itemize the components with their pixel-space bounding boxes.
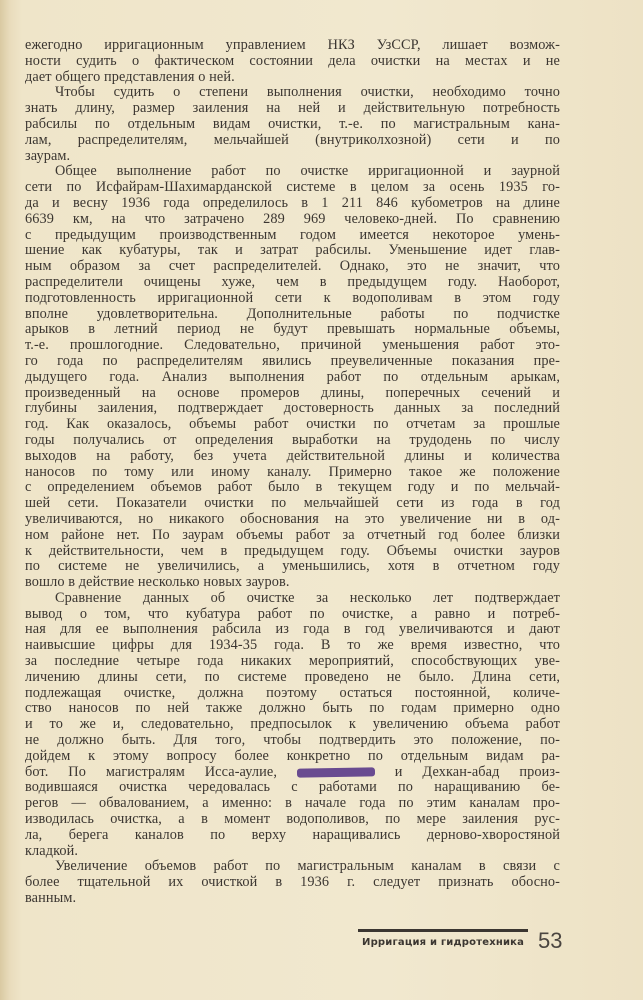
text-line: ности судить о фактическом состоянии дела очистки на местах и не bbox=[25, 52, 560, 69]
text-line: заурам. bbox=[25, 147, 71, 164]
text-line: ная для ее выполнения рабсила из года в год увеличиваются и дают bbox=[25, 621, 560, 638]
text-line: регов — обвалованием, а именно: в начале года по этим каналам про- bbox=[25, 795, 560, 812]
text-line: увеличиваются, но никакого обоснования на это увеличение ни в од- bbox=[25, 510, 560, 527]
text-line: рабсилы по отдельным видам очистки, т.-е. по магистральным кана- bbox=[25, 115, 560, 132]
text-line: подлежащая очистке, должна поэтому остаться постоянной, количе- bbox=[25, 684, 560, 701]
text-line: подготовленность ирригационной сети к водополивам в этом году bbox=[25, 289, 560, 306]
text-line: арыков в летний период не будут превышать нормальные объемы, bbox=[25, 321, 560, 338]
text-line: т.-е. прошлогодние. Следовательно, причиной уменьшения работ это- bbox=[25, 337, 560, 354]
text-line: кладкой. bbox=[25, 842, 79, 859]
text-line: 6639 км, на что затрачено 289 969 человеко-дней. По сравнению bbox=[25, 210, 560, 227]
text-line: и то же и, следовательно, предпосылок к увеличению объема работ bbox=[25, 716, 560, 733]
text-line: не должно быть. Для того, чтобы подтвердить это положение, по- bbox=[25, 732, 560, 749]
text-line: ным образом за счет распределителей. Однако, это не значит, что bbox=[25, 258, 560, 275]
text-line: дает общего представления о ней. bbox=[25, 68, 235, 85]
text-line: к действительности, чем в предыдущем году. Объемы очистки зауров bbox=[25, 542, 560, 559]
text-line: по системе не увеличились, а уменьшились, хотя в отчетном году bbox=[25, 558, 560, 575]
text-line: да и весну 1936 года определилось в 1 211 846 кубометров на длине bbox=[25, 194, 560, 211]
text-segment: бот. По магистралям Исса-аулие, bbox=[25, 763, 278, 780]
text-line bbox=[25, 765, 560, 781]
footer-rule bbox=[358, 929, 528, 932]
text-line: ство наносов по ней также должно быть по годам примерно одно bbox=[25, 700, 560, 717]
text-line: ла, берега каналов по верху наращивались дерново-хворостяной bbox=[25, 826, 560, 843]
paragraph bbox=[25, 164, 560, 591]
text-line: ном районе нет. По заурам объемы работ за отчетный год более близки bbox=[25, 526, 560, 543]
text-line: наносов по тому или иному каналу. Примерно такое же положение bbox=[25, 463, 560, 480]
text-line: вывод о том, что кубатура работ по очистке, а равно и потреб- bbox=[25, 605, 560, 622]
text-line: вполне удовлетворительна. Дополнительные работы по подчистке bbox=[25, 305, 560, 322]
text-line: Сравнение данных об очистке за несколько лет подтверждает bbox=[55, 589, 560, 606]
text-line: вошло в действие несколько новых зауров. bbox=[25, 574, 290, 591]
text-line: шей сети. Показатели очистки по мельчайшей сети из года в год bbox=[25, 495, 560, 512]
text-line: лам, распределителям, мельчайшей (внутриколхозной) сети и по bbox=[25, 131, 560, 148]
text-line: наивысшие цифры для 1934-35 года. В то же время известно, что bbox=[25, 637, 560, 654]
text-line: знать длину, размер заиления на ней и действительную потребность bbox=[25, 100, 560, 117]
text-segment: и Дехкан-абад произ- bbox=[394, 763, 560, 780]
page-number: 53 bbox=[538, 928, 563, 953]
text-line: дыдущего года. Анализ выполнения работ по отдельным арыкам, bbox=[25, 368, 560, 385]
text-line: го года по распределителям явились преувеличенные показания пре- bbox=[25, 352, 560, 369]
text-line: водившаяся очистка чередовалась с работами по наращиванию бе- bbox=[25, 779, 560, 796]
text-line: за последние четыре года никаких мероприятий, способствующих уве- bbox=[25, 653, 560, 670]
text-line: сети по Исфайрам-Шахимарданской системе в целом за осень 1935 го- bbox=[25, 179, 560, 196]
text-line: распределители очищены хуже, чем в предыдущем году. Наоборот, bbox=[25, 273, 560, 290]
text-line: изводилась очистка, а в момент водополивов, по мере заиления рус- bbox=[25, 811, 560, 828]
text-line: произведенный на основе промеров длины, поперечных сечений и bbox=[25, 384, 560, 401]
text-line: выходов на работу, без учета действительной длины и количества bbox=[25, 447, 560, 464]
text-line: ежегодно ирригационным управлением НКЗ УзССР, лишает возмож- bbox=[25, 37, 560, 53]
paragraph bbox=[25, 38, 560, 85]
paragraph bbox=[25, 591, 560, 860]
text-line: Увеличение объемов работ по магистральным каналам в связи с bbox=[55, 858, 560, 875]
text-line: с определением объемов работ было в текущем году и по мельчай- bbox=[25, 479, 560, 496]
text-line: глубины заиления, подтверждает достоверность данных за последний bbox=[25, 400, 560, 417]
text-line: более тщательной их очисткой в 1936 г. следует признать обосно- bbox=[25, 874, 560, 891]
text-line: Общее выполнение работ по очистке ирригационной и заурной bbox=[55, 163, 560, 180]
text-line: личению длины сети, по системе проведено не было. Длина сети, bbox=[25, 668, 560, 685]
journal-title: Ирригация и гидротехника bbox=[362, 937, 525, 948]
ink-redaction bbox=[297, 767, 375, 777]
text-line: год. Как оказалось, объемы работ очистки по отчетам за прошлые bbox=[25, 416, 560, 433]
text-line: шение как кубатуры, так и затрат рабсилы. Уменьшение идет глав- bbox=[25, 242, 560, 259]
text-line: дойдем к этому вопросу более конкретно по отдельным видам ра- bbox=[25, 747, 560, 764]
text-line: ванным. bbox=[25, 890, 77, 907]
text-line: с предыдущим производственным годом имеется некоторое умень- bbox=[25, 226, 560, 243]
paragraph bbox=[25, 85, 560, 164]
text-line: Чтобы судить о степени выполнения очистки, необходимо точно bbox=[55, 84, 560, 101]
page-body bbox=[25, 38, 560, 907]
text-line: годы получались от определения выработки на трудодень по числу bbox=[25, 431, 560, 448]
paragraph bbox=[25, 859, 560, 906]
